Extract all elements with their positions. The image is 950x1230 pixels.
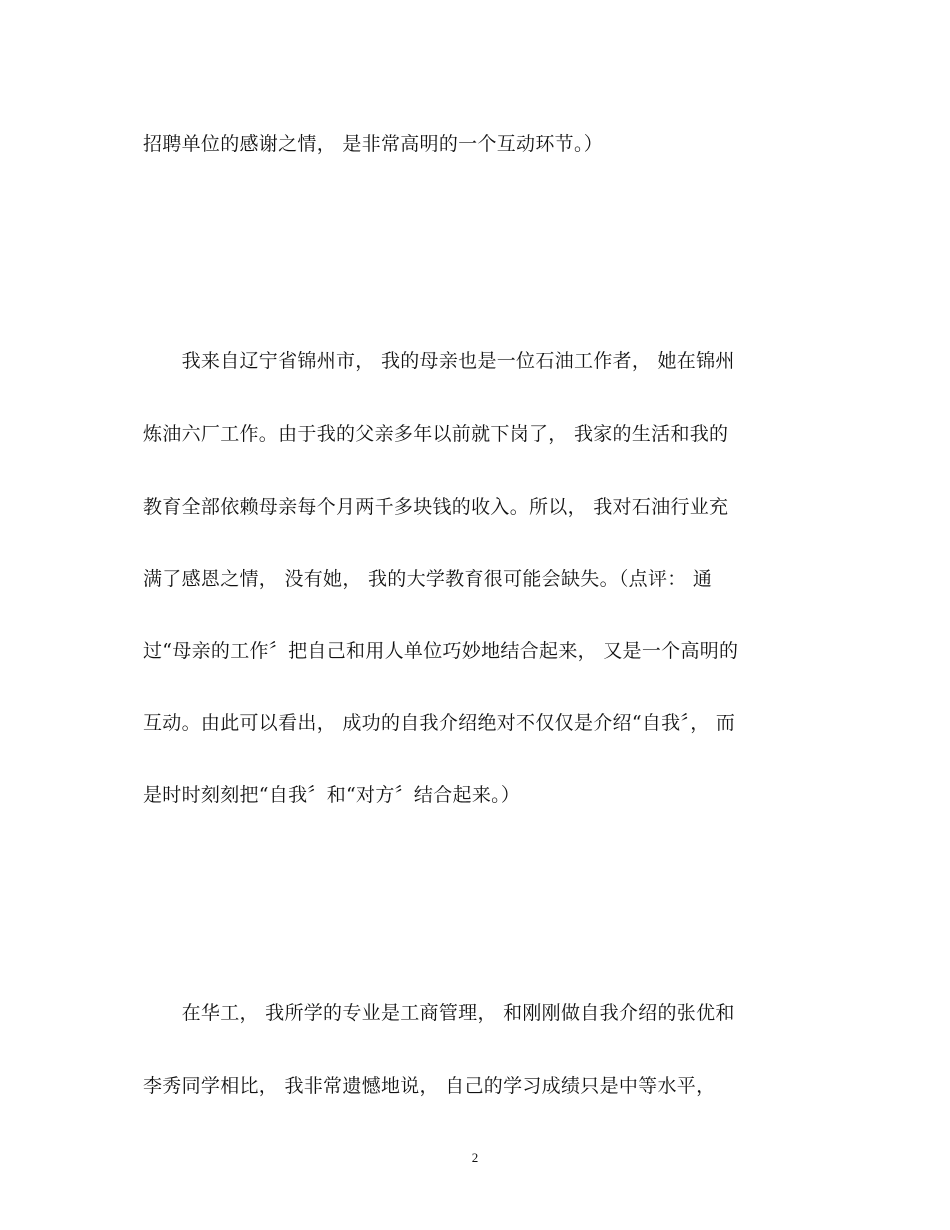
paragraph-2-line-4: 满了感恩之情， 没有她， 我的大学教育很可能会缺失。（点评： 通 [143,568,713,590]
paragraph-3-line-2: 李秀同学相比， 我非常遗憾地说， 自己的学习成绩只是中等水平， [143,1075,716,1097]
paragraph-2-line-1: 我来自辽宁省锦州市， 我的母亲也是一位石油工作者， 她在锦州 [143,350,735,372]
paragraph-2-line-2: 炼油六厂工作。由于我的父亲多年以前就下岗了， 我家的生活和我的 [143,423,729,445]
page-number: 2 [471,1150,479,1165]
paragraph-2-line-5: 过“母亲的工作〞把自己和用人单位巧妙地结合起来， 又是一个高明的 [143,640,739,662]
paragraph-3-line-1: 在华工， 我所学的专业是工商管理， 和刚刚做自我介绍的张优和 [143,1002,735,1024]
paragraph-2-line-6: 互动。由此可以看出， 成功的自我介绍绝对不仅仅是介绍“自我〞， 而 [143,712,736,734]
paragraph-1-line-1: 招聘单位的感谢之情， 是非常高明的一个互动环节。） [143,133,604,155]
paragraph-2-line-3: 教育全部依赖母亲每个月两千多块钱的收入。所以， 我对石油行业充 [143,496,729,518]
paragraph-2-line-7: 是时时刻刻把“自我〞和“对方〞结合起来。） [143,784,521,806]
